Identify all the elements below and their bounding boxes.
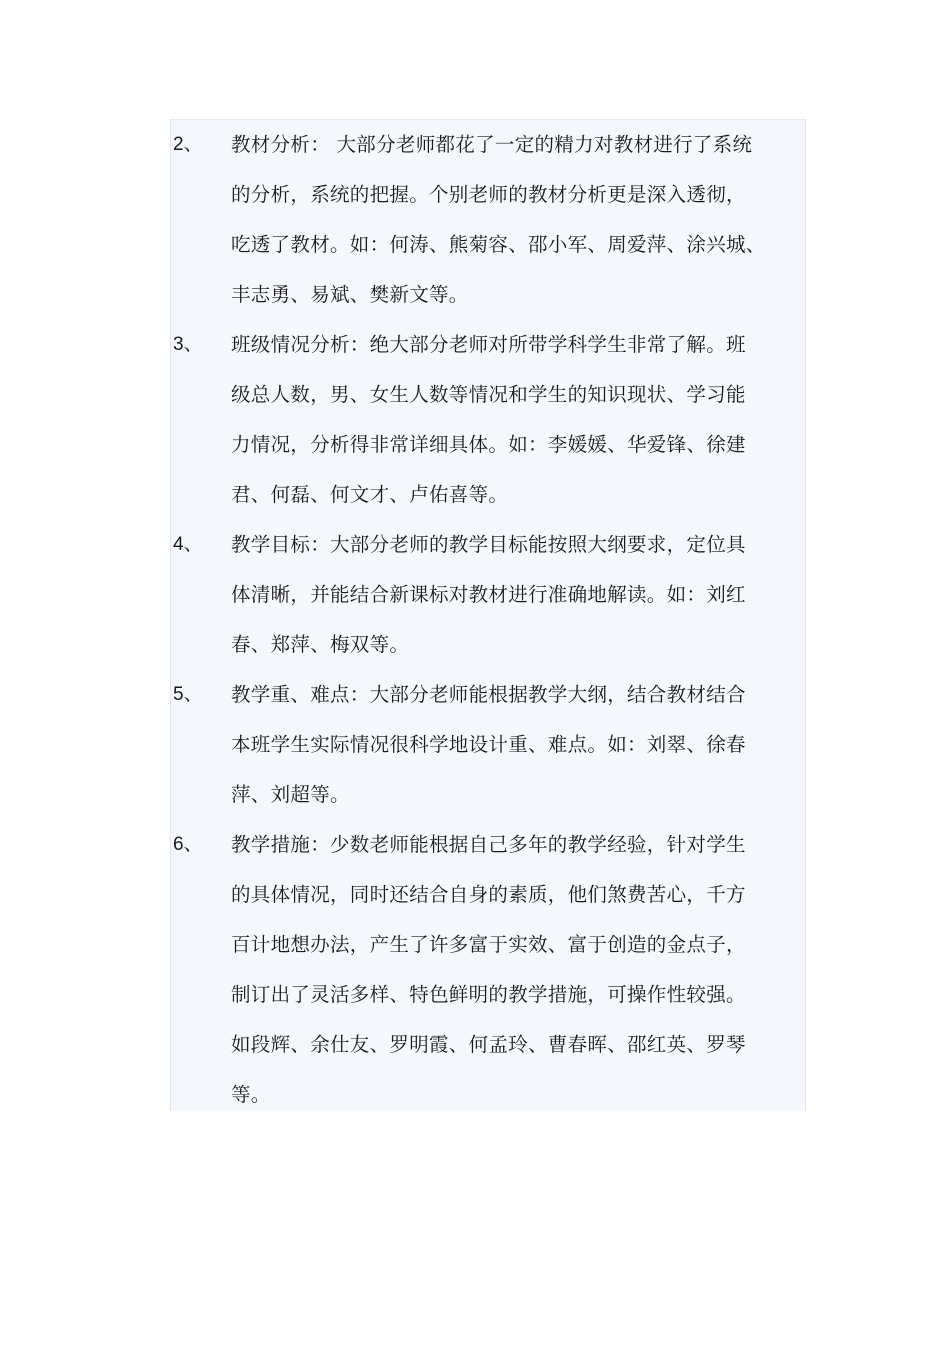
item-text-line: 萍、刘超等。 [231, 783, 350, 806]
item-text-line: 本班学生实际情况很科学地设计重、难点。如：刘翠、徐春 [231, 733, 746, 756]
item-text-line: 教学措施：少数老师能根据自己多年的教学经验，针对学生 [231, 833, 746, 856]
item-text-line: 教学重、难点：大部分老师能根据教学大纲，结合教材结合 [231, 683, 746, 706]
item-text-line: 百计地想办法，产生了许多富于实效、富于创造的金点子， [231, 933, 746, 956]
item-text-line: 力情况，分析得非常详细具体。如：李媛媛、华爱锋、徐建 [231, 433, 746, 456]
item-number: 5、 [173, 684, 203, 705]
item-text-line: 等。 [231, 1083, 271, 1106]
item-text-line: 的分析，系统的把握。个别老师的教材分析更是深入透彻， [231, 183, 746, 206]
item-number: 6、 [173, 834, 203, 855]
document-body [170, 119, 806, 1111]
item-text-line: 制订出了灵活多样、特色鲜明的教学措施，可操作性较强。 [231, 983, 746, 1006]
item-text-line: 吃透了教材。如：何涛、熊菊容、邵小军、周爱萍、涂兴城、 [231, 233, 766, 256]
item-text-line: 体清晰，并能结合新课标对教材进行准确地解读。如：刘红 [231, 583, 746, 606]
item-number: 2、 [173, 134, 203, 155]
item-text-line: 的具体情况，同时还结合自身的素质，他们煞费苦心，千方 [231, 883, 746, 906]
item-text-line: 教学目标：大部分老师的教学目标能按照大纲要求，定位具 [231, 533, 746, 556]
item-text-line: 丰志勇、易斌、樊新文等。 [231, 283, 469, 306]
item-text-line: 教材分析： 大部分老师都花了一定的精力对教材进行了系统 [231, 133, 753, 156]
item-text-line: 如段辉、余仕友、罗明霞、何孟玲、曹春晖、邵红英、罗琴 [231, 1033, 746, 1056]
item-text-line: 班级情况分析：绝大部分老师对所带学科学生非常了解。班 [231, 333, 746, 356]
item-number: 4、 [173, 534, 203, 555]
item-text-line: 春、郑萍、梅双等。 [231, 633, 410, 656]
item-text-line: 君、何磊、何文才、卢佑喜等。 [231, 483, 509, 506]
item-text-line: 级总人数，男、女生人数等情况和学生的知识现状、学习能 [231, 383, 746, 406]
item-number: 3、 [173, 334, 203, 355]
